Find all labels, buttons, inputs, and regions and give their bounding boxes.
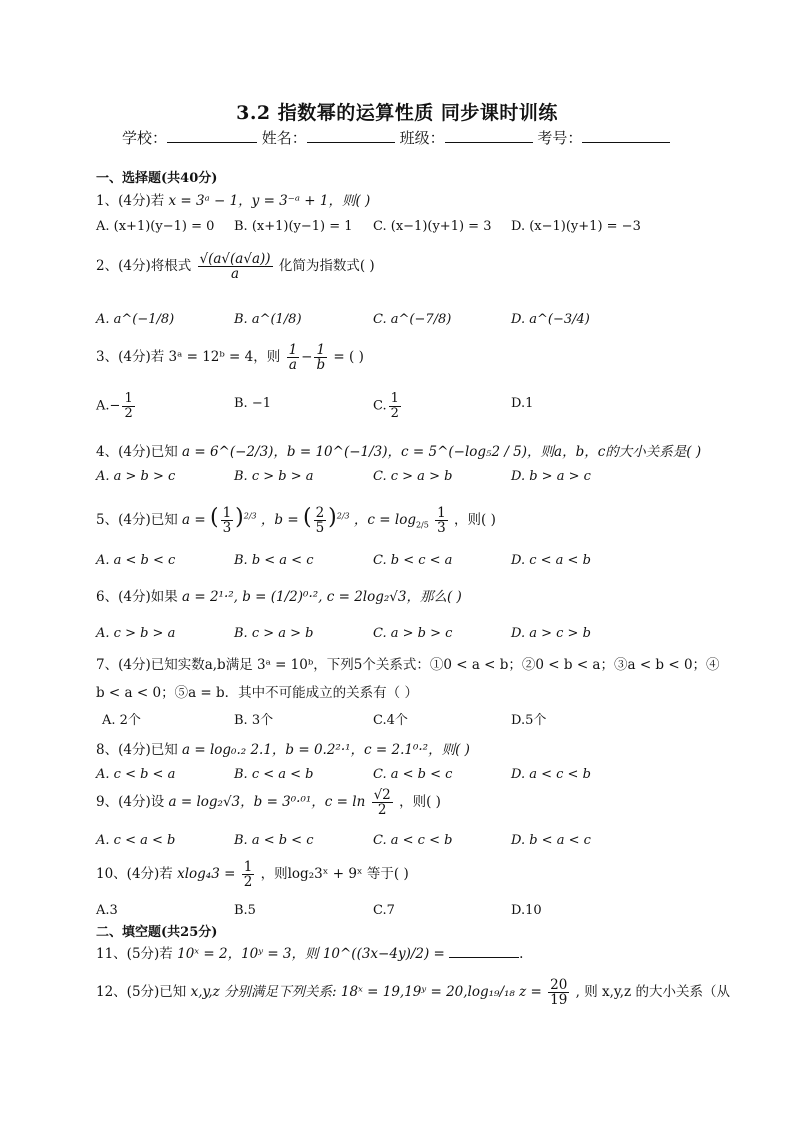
- q7-option-b[interactable]: B. 3个: [234, 713, 274, 728]
- q8-stem: 8、(4分)已知: [96, 742, 178, 758]
- q9-expr: a = log₂√3，b = 3⁰·⁰¹，c = ln: [168, 794, 366, 811]
- q3-option-b[interactable]: B. −1: [234, 396, 271, 411]
- student-info-line: [122, 127, 670, 148]
- q2-option-a[interactable]: A. a^(−1/8): [96, 312, 175, 327]
- q7-option-c[interactable]: C.4个: [373, 713, 408, 728]
- q7-option-d[interactable]: D.5个: [511, 713, 547, 728]
- page-title: 3.2 指数幂的运算性质 同步课时训练: [236, 102, 558, 124]
- question-6: [96, 585, 462, 605]
- q1-option-c[interactable]: C. (x−1)(y+1) = 3: [373, 219, 492, 234]
- q1-option-a[interactable]: A. (x+1)(y−1) = 0: [96, 219, 215, 234]
- q9-option-a[interactable]: A. c < a < b: [96, 833, 176, 848]
- question-5: 5、(4分)已知 a = ( $\frac{1}{3}$ )$^{2/3}$ ，b = ( $\frac{2}{5}$ )$^{2/3}$ ，$c = \log_{2/5}$ $\frac{1}{3}$ ，则( ): [96, 504, 496, 536]
- question-12: 12、(5分)已知 x,y,z 分别满足下列关系: 18ˣ = 19,19ʸ = 20,log₁₉/₁₈ z = $\frac{20}{19}$ , 则 x,y,z 的大小关系（从: [96, 977, 730, 1009]
- q1-option-b[interactable]: B. (x+1)(y−1) = 1: [234, 219, 353, 234]
- q4-stem: 4、(4分)已知: [96, 444, 178, 460]
- q3-frac-a: $\frac{1}{a}$: [288, 342, 298, 374]
- question-2: [96, 252, 375, 281]
- question-11: 11、(5分)若 10ˣ = 2，10ʸ = 3，则 10^((3x−4y)/2) = .: [96, 946, 524, 962]
- question-8: [96, 738, 470, 758]
- class-blank[interactable]: [445, 128, 533, 143]
- school-blank[interactable]: [167, 128, 257, 143]
- q2-tail: 化简为指数式( ): [278, 258, 375, 275]
- name-blank[interactable]: [307, 128, 395, 143]
- q12-expr: x,y,z 分别满足下列关系: 18ˣ = 19,19ʸ = 20,log₁₉/₁₈ z =: [190, 984, 542, 1001]
- number-blank[interactable]: [582, 128, 670, 143]
- q5-option-c[interactable]: C. b < c < a: [373, 553, 453, 568]
- q5-tail: ，则( ): [454, 512, 496, 528]
- q2-option-b[interactable]: B. a^(1/8): [234, 312, 302, 327]
- q8-option-c[interactable]: C. a < b < c: [373, 767, 453, 782]
- q10-option-a[interactable]: A.3: [96, 903, 118, 918]
- q10-tail: ，则log₂3ˣ + 9ˣ 等于( ): [260, 866, 409, 883]
- q2-stem: 2、(4分)将根式: [96, 258, 192, 275]
- q3-frac-b: $\frac{1}{b}$: [316, 342, 326, 374]
- q11-stem: 11、(5分)若: [96, 946, 173, 962]
- q4-option-c[interactable]: C. c > a > b: [373, 469, 453, 484]
- q10-option-b[interactable]: B.5: [234, 903, 256, 918]
- q1-stem: 1、(4分)若: [96, 193, 165, 209]
- q9-option-d[interactable]: D. b < a < c: [511, 833, 591, 848]
- q4-option-b[interactable]: B. c > b > a: [234, 469, 314, 484]
- q4-option-d[interactable]: D. b > a > c: [511, 469, 591, 484]
- q12-tail: , 则 x,y,z 的大小关系（从: [575, 984, 730, 1001]
- class-label: 班级：: [399, 129, 445, 147]
- section-choice-heading: 一、选择题(共40分): [96, 171, 218, 186]
- question-4: [96, 440, 701, 460]
- q10-option-c[interactable]: C.7: [373, 903, 395, 918]
- q9-option-c[interactable]: C. a < c < b: [373, 833, 453, 848]
- q10-stem: 10、(4分)若: [96, 866, 173, 883]
- number-label: 考号：: [537, 129, 583, 147]
- q6-expr: a = 2¹·², b = (1/2)⁰·², c = 2log₂√3，那么( ): [182, 589, 462, 605]
- q1-expr: x = 3ᵃ − 1，y = 3⁻ᵃ + 1，则( ): [168, 193, 371, 209]
- q10-option-d[interactable]: D.10: [511, 903, 542, 918]
- q2-fraction: $\frac{√(a√(a√a))}{a}$: [199, 251, 271, 283]
- q5-stem: 5、(4分)已知: [96, 512, 178, 528]
- q3-tail: = ( ): [333, 349, 364, 366]
- q6-option-c[interactable]: C. a > b > c: [373, 626, 453, 641]
- q10-expr: xlog₄3 =: [177, 866, 236, 883]
- q11-answer-blank[interactable]: [449, 945, 519, 958]
- q9-stem: 9、(4分)设: [96, 794, 165, 811]
- question-7-line-1: 7、(4分)已知实数a,b满足 3ᵃ = 10ᵇ，下列5个关系式：①0 < a < b；②0 < b < a；③a < b < 0；④: [96, 657, 720, 673]
- question-7-line-2: b < a < 0；⑤a = b．其中不可能成立的关系有（ ）: [96, 685, 418, 701]
- question-10: 10、(4分)若 xlog₄3 = $\frac{1}{2}$ ，则log₂3ˣ + 9ˣ 等于( ): [96, 859, 409, 891]
- q3-option-a[interactable]: A.− $\frac{1}{2}$: [96, 391, 133, 421]
- question-1: [96, 189, 370, 209]
- q7-option-a[interactable]: A. 2个: [102, 713, 141, 728]
- question-9: 9、(4分)设 a = log₂√3，b = 3⁰·⁰¹，c = ln $\frac{√2}{2}$ ，则( ): [96, 787, 441, 819]
- q3-option-d[interactable]: D.1: [511, 396, 534, 411]
- section-fill-heading: 二、填空题(共25分): [96, 925, 218, 940]
- q11-expr: 10ˣ = 2，10ʸ = 3，则 10^((3x−4y)/2) =: [177, 946, 445, 962]
- q6-option-a[interactable]: A. c > b > a: [96, 626, 176, 641]
- q8-option-a[interactable]: A. c < b < a: [96, 767, 176, 782]
- q4-expr: a = 6^(−2/3)，b = 10^(−1/3)，c = 5^(−log₅2 / 5)，则a，b，c的大小关系是( ): [182, 444, 702, 460]
- q3-stem: 3、(4分)若 3ᵃ = 12ᵇ = 4，则: [96, 349, 281, 366]
- q6-option-b[interactable]: B. c > a > b: [234, 626, 314, 641]
- q9-tail: ，则( ): [399, 794, 441, 811]
- q6-stem: 6、(4分)如果: [96, 589, 178, 605]
- q5-option-b[interactable]: B. b < a < c: [234, 553, 314, 568]
- q1-option-d[interactable]: D. (x−1)(y+1) = −3: [511, 219, 641, 234]
- q5-option-a[interactable]: A. a < b < c: [96, 553, 176, 568]
- q9-option-b[interactable]: B. a < b < c: [234, 833, 314, 848]
- q8-option-d[interactable]: D. a < c < b: [511, 767, 591, 782]
- q12-stem: 12、(5分)已知: [96, 984, 187, 1001]
- q5-option-d[interactable]: D. c < a < b: [511, 553, 591, 568]
- q8-expr: a = log₀.₂ 2.1，b = 0.2²·¹，c = 2.1⁰·²，则( ): [182, 742, 470, 758]
- q3-option-c[interactable]: C. $\frac{1}{2}$: [373, 391, 399, 421]
- q2-option-c[interactable]: C. a^(−7/8): [373, 312, 452, 327]
- q8-option-b[interactable]: B. c < a < b: [234, 767, 314, 782]
- q4-option-a[interactable]: A. a > b > c: [96, 469, 176, 484]
- name-label: 姓名：: [261, 129, 307, 147]
- school-label: 学校：: [122, 129, 168, 147]
- q6-option-d[interactable]: D. a > c > b: [511, 626, 591, 641]
- q2-option-d[interactable]: D. a^(−3/4): [511, 312, 590, 327]
- question-3: 3、(4分)若 3ᵃ = 12ᵇ = 4，则 $\frac{1}{a}$ − $\frac{1}{b}$ = ( ): [96, 342, 364, 374]
